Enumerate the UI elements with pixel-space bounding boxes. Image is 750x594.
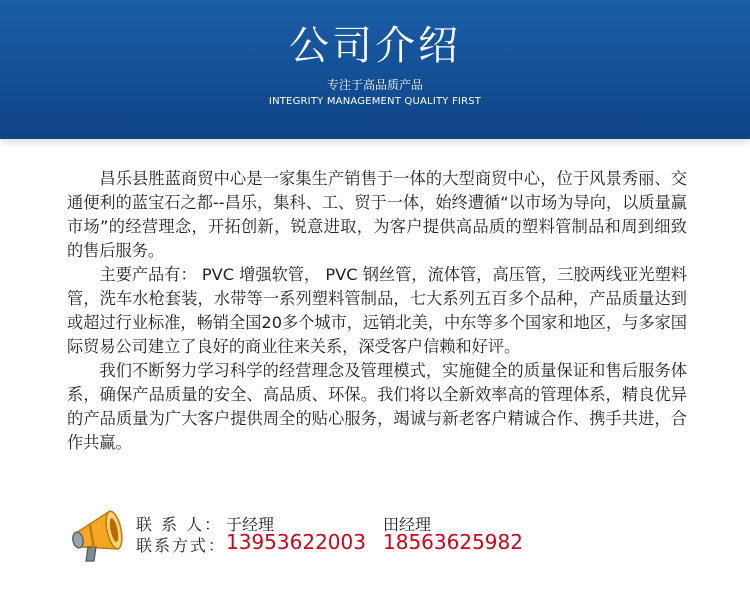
- service-paragraph: 我们不断努力学习科学的经营理念及管理模式，实施健全的质量保证和售后服务体系，确保产品质量的安全、高品质、环保。我们将以全新效率高的管理体系，精良优异的产品质量为广大客户提供周全的贴心服务，竭诚与新老客户精诚合作、携手共进，合作共赢。: [67, 361, 687, 452]
- page-title: 公司介绍: [289, 23, 461, 69]
- contact-person-1: 于经理: [226, 515, 275, 534]
- contact-phone-label: 联系方式：: [136, 536, 227, 555]
- page-slogan-english: INTEGRITY MANAGEMENT QUALITY FIRST: [268, 96, 482, 107]
- contact-person-label: 联 系 人：: [136, 515, 223, 534]
- contact-person-row: [136, 512, 432, 535]
- contact-section: [66, 503, 686, 573]
- intro-paragraph: 昌乐县胜蓝商贸中心是一家集生产销售于一体的大型商贸中心，位于风景秀丽、交通便利的蓝宝石之都--昌乐，集科、工、贸于一体，始终遭循“以市场为导向，以质量赢市场”的经营理念，开拓创新，锐意进取，为客户提供高品质的塑料管制品和周到细致的售后服务。: [67, 169, 687, 260]
- page-subtitle: 专注于高品质产品: [326, 78, 423, 92]
- header-banner: [0, 0, 750, 139]
- products-paragraph: 主要产品有： PVC 增强软管， PVC 钢丝管，流体管，高压管，三胶两线亚光塑料管，洗车水枪套装，水带等一系列塑料管制品，七大系列五百多个品种，产品质量达到或超过行业标准，畅销全国20多个城市，远销北美，中东等多个国家和地区，与多家国际贸易公司建立了良好的商业往来关系，深受客户信赖和好评。: [67, 265, 687, 356]
- intro-text: [67, 167, 687, 455]
- contact-phone-row: [136, 530, 523, 556]
- contact-person-2: 田经理: [383, 515, 432, 534]
- contact-phone-2[interactable]: 18563625982: [383, 530, 523, 554]
- megaphone-icon: [66, 503, 130, 567]
- contact-phone-1[interactable]: 13953622003: [226, 530, 366, 554]
